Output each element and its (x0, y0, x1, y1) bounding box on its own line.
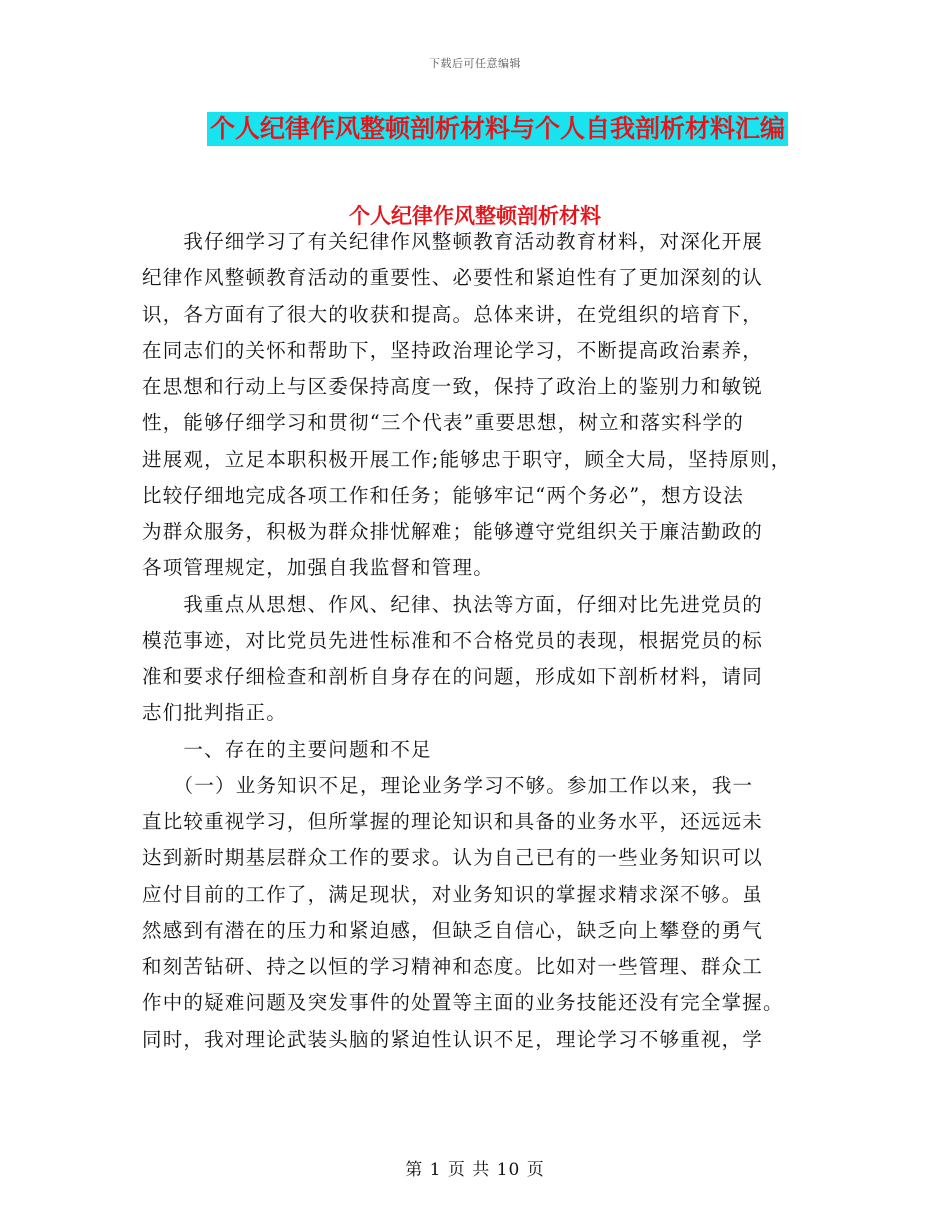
body-line: 模范事迹，对比党员先进性标准和不合格党员的表现，根据党员的标 (142, 628, 764, 652)
header-note: 下载后可任意编辑 (429, 57, 521, 70)
body-line: 我重点从思想、作风、纪律、执法等方面，仔细对比先进党员的 (142, 592, 764, 616)
doc-title-container (0, 112, 950, 146)
body-line: 在同志们的关怀和帮助下，坚持政治理论学习，不断提高政治素养， (142, 338, 764, 362)
body-line: 性，能够仔细学习和贯彻“三个代表”重要思想，树立和落实科学的 (142, 411, 744, 435)
body-line: 为群众服务，积极为群众排忧解难；能够遵守党组织关于廉洁勤政的 (142, 520, 764, 543)
body-line: 作中的疑难问题及突发事件的处置等主面的业务技能还没有完全掌握。 (142, 991, 784, 1015)
doc-title: 个人纪律作风整顿剖析材料与个人自我剖析材料汇编 (207, 112, 788, 146)
body-line: 同时，我对理论武装头脑的紧迫性认识不足，理论学习不够重视，学 (142, 1027, 764, 1051)
body-line: （一）业务知识不足，理论业务学习不够。参加工作以来，我一 (142, 773, 754, 797)
section-title: 个人纪律作风整顿剖析材料 (349, 204, 601, 228)
body-line: 达到新时期基层群众工作的要求。认为自己已有的一些业务知识可以 (142, 846, 764, 870)
body-line: 各项管理规定，加强自我监督和管理。 (142, 556, 494, 580)
body-line: 准和要求仔细检查和剖析自身存在的问题，形成如下剖析材料，请同 (142, 665, 764, 688)
body-line: 志们批判指正。 (142, 701, 287, 725)
body-line: 在思想和行动上与区委保持高度一致，保持了政治上的鉴别力和敏锐 (142, 375, 764, 398)
body-line: 应付目前的工作了，满足现状，对业务知识的掌握求精求深不够。虽 (142, 882, 764, 906)
body-line: 我仔细学习了有关纪律作风整顿教育活动教育材料，对深化开展 (142, 230, 764, 253)
body-text (142, 224, 818, 1058)
body-line: 纪律作风整顿教育活动的重要性、必要性和紧迫性有了更加深刻的认 (142, 266, 764, 290)
body-line: 和刻苦钻研、持之以恒的学习精神和态度。比如对一些管理、群众工 (142, 955, 764, 978)
body-line: 然感到有潜在的压力和紧迫感，但缺乏自信心，缺乏向上攀登的勇气 (142, 918, 764, 942)
body-line: 识，各方面有了很大的收获和提高。总体来讲，在党组织的培育下， (142, 302, 764, 326)
body-line: 进展观，立足本职积极开展工作;能够忠于职守，顾全大局，坚持原则， (142, 447, 792, 471)
section-heading-line: 一、存在的主要问题和不足 (142, 737, 432, 761)
body-line: 比较仔细地完成各项工作和任务；能够牢记“两个务必”，想方设法 (142, 483, 744, 507)
page-footer: 第 1 页 共 10 页 (405, 1160, 545, 1180)
body-line: 直比较重视学习，但所掌握的理论知识和具备的业务水平，还远远未 (142, 810, 764, 833)
